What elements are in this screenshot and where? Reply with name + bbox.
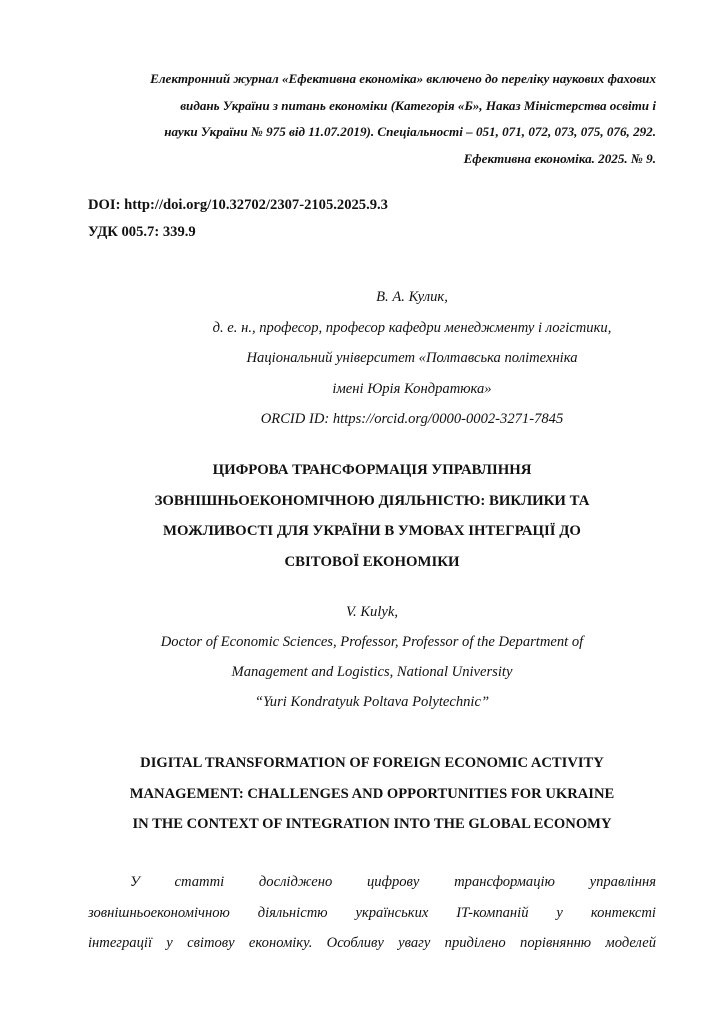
- author-affiliation-en-1: Management and Logistics, National University: [231, 664, 513, 680]
- title-en-line-3: IN THE CONTEXT OF INTEGRATION INTO THE GLOBAL ECONOMY: [132, 816, 612, 832]
- abstract-line-3: інтеграції у світову економіку. Особливу увагу приділено порівнянню моделей: [88, 935, 656, 951]
- author-affiliation-ua-2: імені Юрія Кондратюка»: [332, 380, 492, 397]
- article-title-en: [88, 748, 656, 840]
- header-line-4: Ефективна економіка. 2025. № 9.: [463, 150, 656, 166]
- abstract-line-1: У статті досліджено цифрову трансформацію управління: [130, 874, 656, 890]
- author-affiliation-ua-1: Національний університет «Полтавська політехніка: [246, 350, 578, 366]
- title-ua-line-2: ЗОВНІШНЬОЕКОНОМІЧНОЮ ДІЯЛЬНІСТЮ: ВИКЛИКИ ТА: [154, 492, 590, 509]
- doi-link[interactable]: DOI: http://doi.org/10.32702/2307-2105.2025.9.3: [88, 197, 388, 213]
- author-position-ua: д. е. н., професор, професор кафедри менеджменту і логістики,: [212, 319, 612, 336]
- author-position-en: Doctor of Economic Sciences, Professor, Professor of the Department of: [160, 634, 584, 650]
- author-name-ua: В. А. Кулик,: [376, 289, 448, 305]
- article-title-ua: [88, 455, 656, 577]
- title-ua-line-4: СВІТОВОЇ ЕКОНОМІКИ: [284, 553, 460, 570]
- abstract-line-2: зовнішньоекономічною діяльністю українських IT-компаній у контексті: [88, 904, 656, 921]
- author-orcid[interactable]: ORCID ID: https://orcid.org/0000-0002-3271-7845: [260, 411, 564, 427]
- author-name-en: V. Kulyk,: [345, 604, 399, 620]
- header-line-3: науки України № 975 від 11.07.2019). Спеціальності – 051, 071, 072, 073, 075, 076, 292.: [164, 124, 656, 139]
- abstract-paragraph: [88, 867, 656, 959]
- title-ua-line-1: ЦИФРОВА ТРАНСФОРМАЦІЯ УПРАВЛІННЯ: [212, 462, 532, 478]
- journal-header: [88, 66, 656, 172]
- article-identifiers: [88, 192, 388, 246]
- author-block-ua: [88, 282, 656, 435]
- title-en-line-2: MANAGEMENT: CHALLENGES AND OPPORTUNITIES FOR UKRAINE: [129, 785, 615, 802]
- udk-code: УДК 005.7: 339.9: [88, 224, 196, 240]
- author-block-en: [88, 597, 656, 717]
- title-en-line-1: DIGITAL TRANSFORMATION OF FOREIGN ECONOMIC ACTIVITY: [140, 755, 604, 771]
- header-line-1: Електронний журнал «Ефективна економіка» включено до переліку наукових фахових: [150, 71, 656, 86]
- author-affiliation-en-2: “Yuri Kondratyuk Poltava Polytechnic”: [254, 694, 490, 710]
- header-line-2: видань України з питань економіки (Категорія «Б», Наказ Міністерства освіти і: [180, 97, 656, 113]
- title-ua-line-3: МОЖЛИВОСТІ ДЛЯ УКРАЇНИ В УМОВАХ ІНТЕГРАЦІЇ ДО: [163, 523, 581, 539]
